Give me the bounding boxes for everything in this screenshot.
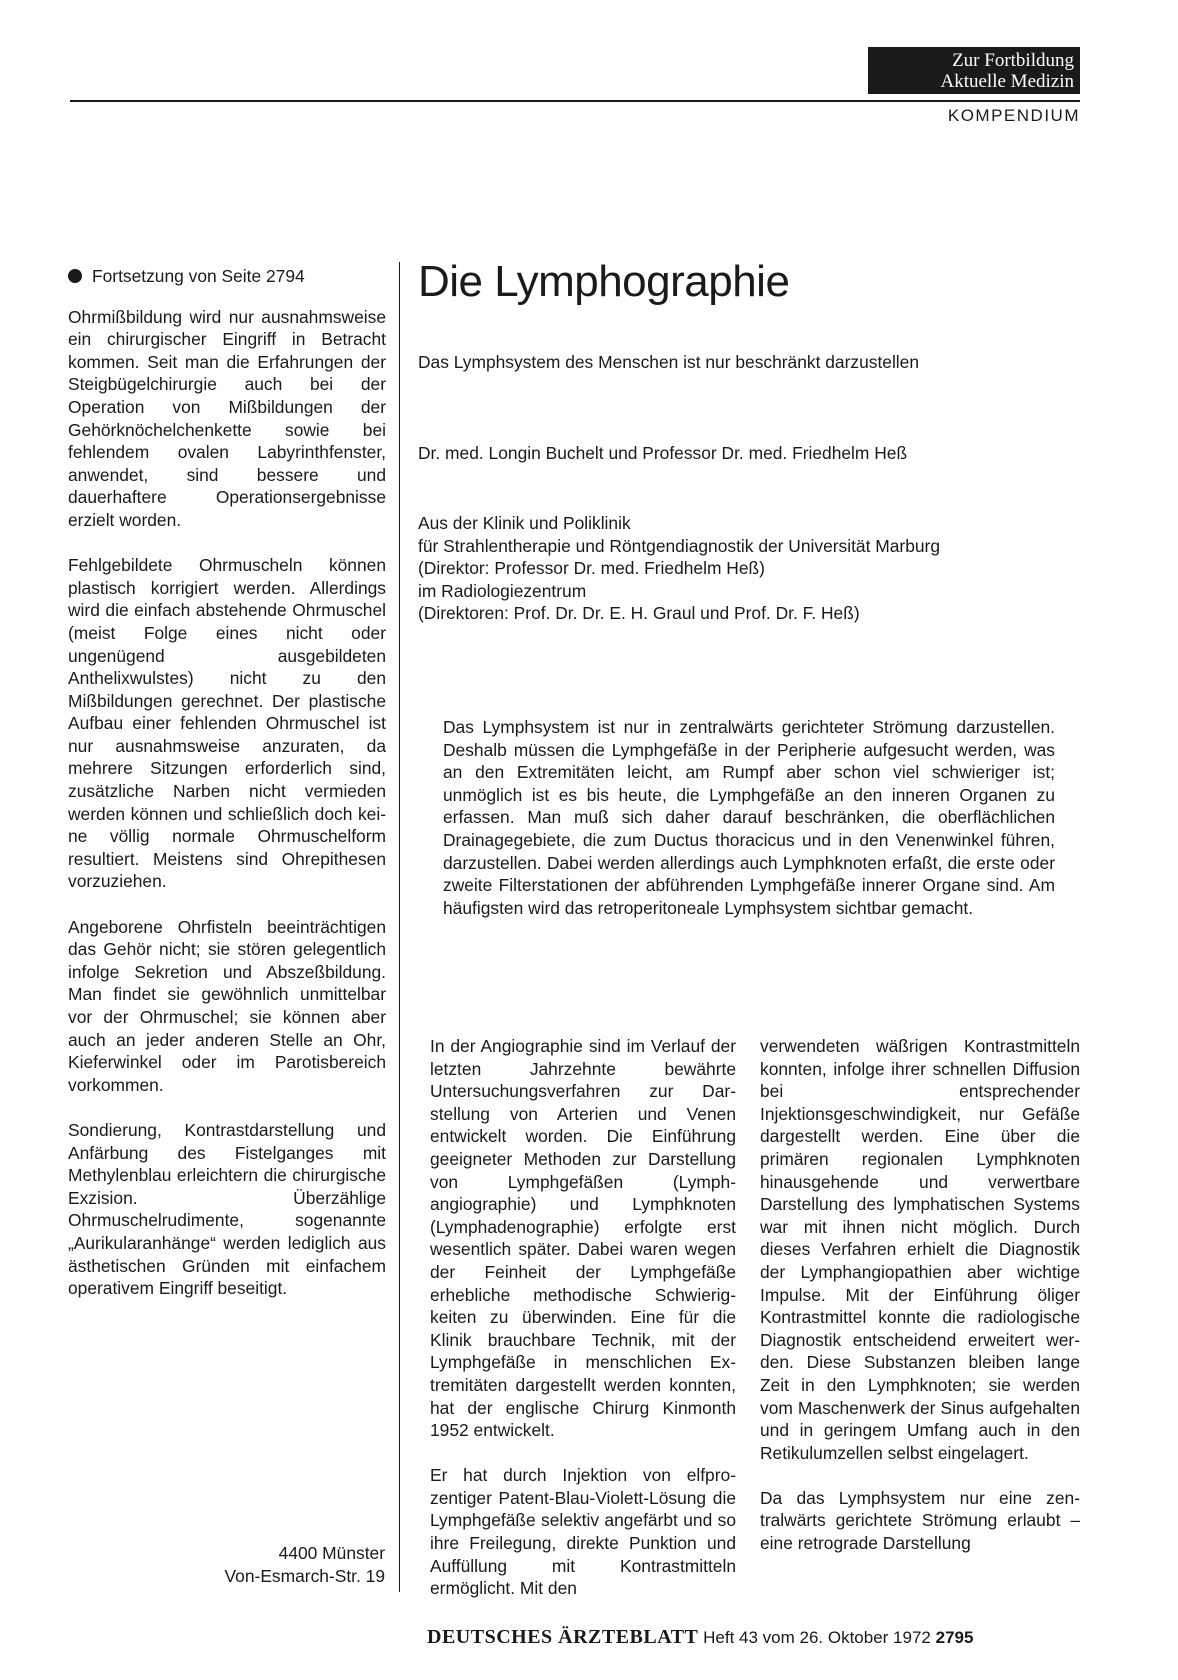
page-number: 2795 xyxy=(935,1628,974,1647)
body-paragraph: Er hat durch Injektion von elfprozentiger Patent-Blau-Violett-Lösung die Lymphgefäße selektiv angefärbt und so ihre Freilegung, direkte Punktion und Auffüllung mit Kontrastmitteln ermöglicht. Mit den xyxy=(430,1465,736,1599)
right-column xyxy=(760,1035,1080,1577)
article-title: Die Lymphographie xyxy=(418,257,790,306)
affiliation-line: Aus der Klinik und Poliklinik xyxy=(418,513,631,533)
journal-masthead: DEUTSCHES ÄRZTEBLATT xyxy=(427,1626,699,1648)
section-label: KOMPENDIUM xyxy=(947,106,1080,125)
column-divider xyxy=(399,262,400,1592)
article-authors: Dr. med. Longin Buchelt und Professor Dr. med. Friedhelm Heß xyxy=(418,443,908,463)
address-street: Von-Esmarch-Str. 19 xyxy=(224,1565,385,1586)
left-paragraph: Ohrmißbildung wird nur ausnahmsweise ein chirurgischer Eingriff in Betracht kommen. Seit man die Erfahrungen der Steigbügelchirurgie auch bei der Operation von Mißbildungen der Gehörknöchelchenkette sowie bei fehlendem ovalen Labyrinthfenster, anwendet, sind bessere und dauerhaftere Operationsergebnisse erzielt worden. xyxy=(68,306,386,530)
address-city: 4400 Münster xyxy=(278,1543,385,1563)
affiliation-line: (Direktoren: Prof. Dr. Dr. E. H. Graul und Prof. Dr. F. Heß) xyxy=(418,603,860,624)
article-affiliation xyxy=(418,512,940,625)
badge-line-1: Zur Fortbildung xyxy=(952,50,1074,71)
section-badge xyxy=(868,47,1080,94)
bullet-icon xyxy=(68,269,82,283)
continuation-note xyxy=(68,265,386,288)
header-rule xyxy=(70,100,1080,102)
continuation-text: Fortsetzung von Seite 2794 xyxy=(92,266,305,286)
left-paragraph: Fehlgebildete Ohrmuscheln können plastisch korrigiert werden. Allerdings wird die einfach abstehende Ohrmuschel (meist Folge eines nicht oder ungenügend ausgebildeten Anthelixwulstes) nicht zu den Mißbildungen gerechnet. Der plastische Aufbau einer fehlenden Ohrmuschel ist nur ausnahmsweise anzuraten, da mehrere Sitzungen erforderlich sind, zusätzliche Narben nicht vermieden werden können und schließlich doch keine völlig normale Ohrmuschelform resultiert. Meistens sind Ohrepithesen vorzuziehen. xyxy=(68,555,386,892)
body-paragraph: Da das Lymphsystem nur eine zentralwärts gerichtete Strömung erlaubt – eine retrograde Darstellung xyxy=(760,1487,1080,1554)
page-footer xyxy=(427,1626,973,1649)
left-paragraph: Sondierung, Kontrastdarstellung und Anfärbung des Fistelganges mit Methylenblau erleichtern die chirurgische Exzision. Überzählige Ohrmuschelrudimente, sogenannte „Aurikularanhänge“ werden lediglich aus ästhetischen Gründen mit einfachem operativem Eingriff beseitigt. xyxy=(68,1119,386,1299)
left-paragraph: Angeborene Ohrfisteln beeinträchtigen das Gehör nicht; sie stören gelegentlich infolge Sekretion und Abszeßbildung. Man findet sie gewöhnlich unmittelbar vor der Ohrmuschel; sie können aber auch an jeder anderen Stelle an Ohr, Kieferwinkel oder im Parotisbereich vorkommen. xyxy=(68,916,386,1095)
affiliation-line: (Direktor: Professor Dr. med. Friedhelm Heß) xyxy=(418,558,765,579)
middle-column xyxy=(430,1035,736,1622)
article-subtitle: Das Lymphsystem des Menschen ist nur beschränkt darzustellen xyxy=(418,352,920,372)
body-paragraph: In der Angiographie sind im Verlauf der letzten Jahrzehnte bewährte Untersuchungsverfahren zur Darstellung von Arterien und Venen entwickelt worden. Die Einführung geeigneter Methoden zur Darstellung von Lymphgefäßen (Lymphangiographie) und Lymphknoten (Lymphadenographie) erfolgte erst wesentlich später. Dabei waren wegen der Feinheit der Lymphgefäße erhebliche methodische Schwierigkeiten zu überwinden. Eine für die Klinik brauchbare Technik, mit der Lymphgefäße in menschlichen Extremitäten dargestellt werden konnten, hat der englische Chirurg Kinmonth 1952 entwickelt. xyxy=(430,1036,736,1441)
author-address xyxy=(225,1542,385,1587)
affiliation-line: im Radiologiezentrum xyxy=(418,580,587,601)
body-paragraph: verwendeten wäßrigen Kontrastmitteln konnten, infolge ihrer schnellen Diffusion bei entsprechender Injektionsgeschwindigkeit, nur Gefäße dargestellt werden. Eine über die primären regionalen Lymphknoten hinausgehende und verwertbare Darstellung des lymphatischen Systems war mit ihnen nicht möglich. Durch dieses Verfahren erhielt die Diagnostik der Lymphangiopathien aber wichtige Impulse. Mit der Einführung öliger Kontrastmittel konnte die radiologische Diagnostik entscheidend erweitert werden. Diese Substanzen bleiben lange Zeit in den Lymphknoten; sie werden vom Maschenwerk der Sinus aufgehalten und in geringem Umfang auch in den Retikulumzellen selbst eingelagert. xyxy=(760,1036,1080,1463)
issue-info: Heft 43 vom 26. Oktober 1972 xyxy=(703,1628,931,1647)
badge-line-2: Aktuelle Medizin xyxy=(940,71,1074,92)
affiliation-line: für Strahlentherapie und Röntgendiagnostik der Universität Marburg xyxy=(418,535,941,556)
article-abstract: Das Lymphsystem ist nur in zentralwärts gerichteter Strömung darzustellen. Deshalb müssen die Lymphgefäße in der Peripherie aufgesucht werden, was an den Extremitäten leicht, am Rumpf aber schon viel schwieriger ist; unmöglich ist es bis heute, die Lymphgefäße an den inneren Organen zu erfassen. Man muß sich daher darauf beschränken, die oberflächlichen Drainagegebiete, die zum Ductus thoracicus und in den Venenwinkel führen, darzustellen. Dabei werden allerdings auch Lymphknoten erfaßt, die erste oder zweite Filterstationen der abführenden Lymphgefäße innerer Organe sind. Am häufigsten wird das retroperitoneale Lymphsystem sichtbar gemacht. xyxy=(443,717,1055,918)
left-column xyxy=(68,265,386,1322)
